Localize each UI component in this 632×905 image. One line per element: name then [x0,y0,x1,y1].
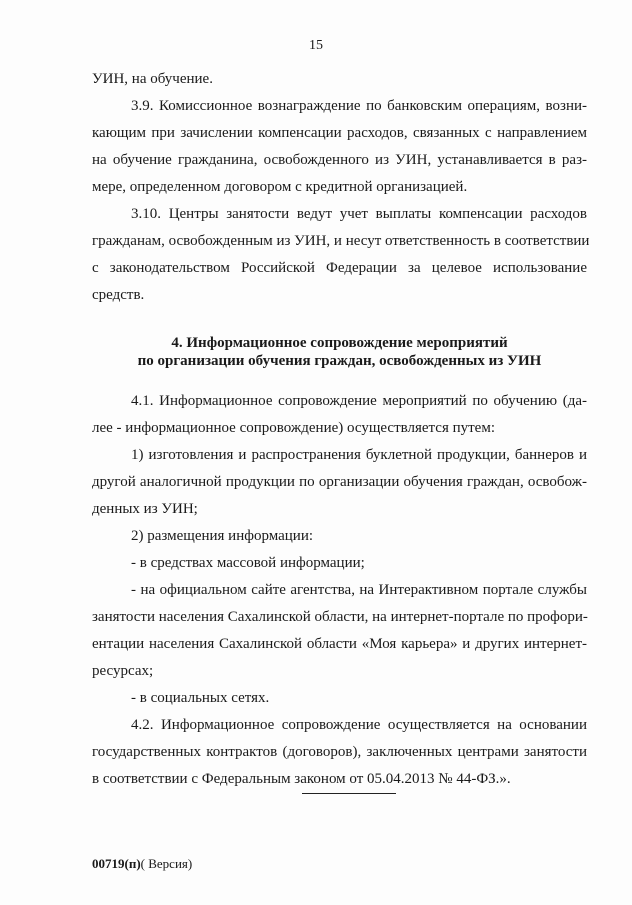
text-line: денных из УИН; [92,501,198,517]
text-line: 2) размещения информации: [131,528,314,544]
text-line: 3.10. Центры занятости ведут учет выплаты компенсации расходов [131,206,587,222]
footer-version: ( Версия) [140,856,193,871]
text-line: мере, определенном договором с кредитной организацией. [92,179,468,195]
text-line: - в средствах массовой информации; [131,555,365,571]
text-line: в соответствии с Федеральным законом от 05.04.2013 № 44-ФЗ.». [92,771,511,787]
text-line: 4.2. Информационное сопровождение осуществляется на основании [131,717,587,733]
text-line: УИН, на обучение. [92,71,213,87]
text-line: гражданам, освобожденным из УИН, и несут ответственность в соответствии [92,233,590,249]
page-number: 15 [309,38,323,53]
text-line: ентации населения Сахалинской области «Моя карьера» и других интернет- [92,636,587,652]
text-line: 3.9. Комиссионное вознаграждение по банковским операциям, возни- [131,98,587,114]
text-line: с законодательством Российской Федерации за целевое использование [92,260,587,276]
footer-doc-code [92,856,192,872]
text-line: лее - информационное сопровождение) осуществляется путем: [92,420,495,436]
text-line: государственных контрактов (договоров), заключенных центрами занятости [92,744,587,760]
text-line: ресурсах; [92,663,154,679]
closing-divider [302,793,396,794]
text-line: - на официальном сайте агентства, на Интерактивном портале службы [131,582,587,598]
text-line: средств. [92,287,145,303]
footer-code: 00719(п) [92,856,141,871]
text-line: занятости населения Сахалинской области, на интернет-портале по профори- [92,609,588,625]
text-line: - в социальных сетях. [131,690,270,706]
section-heading: 4. Информационное сопровождение мероприятий [171,335,508,351]
section-heading: по организации обучения граждан, освобожденных из УИН [137,353,542,369]
text-line: кающим при зачислении компенсации расходов, связанных с направлением [92,125,587,141]
text-line: 1) изготовления и распространения буклетной продукции, баннеров и [131,447,587,463]
text-line: на обучение гражданина, освобожденного из УИН, устанавливается в раз- [92,152,587,168]
text-line: 4.1. Информационное сопровождение мероприятий по обучению (да- [131,393,587,409]
text-line: другой аналогичной продукции по организации обучения граждан, освобож- [92,474,587,490]
